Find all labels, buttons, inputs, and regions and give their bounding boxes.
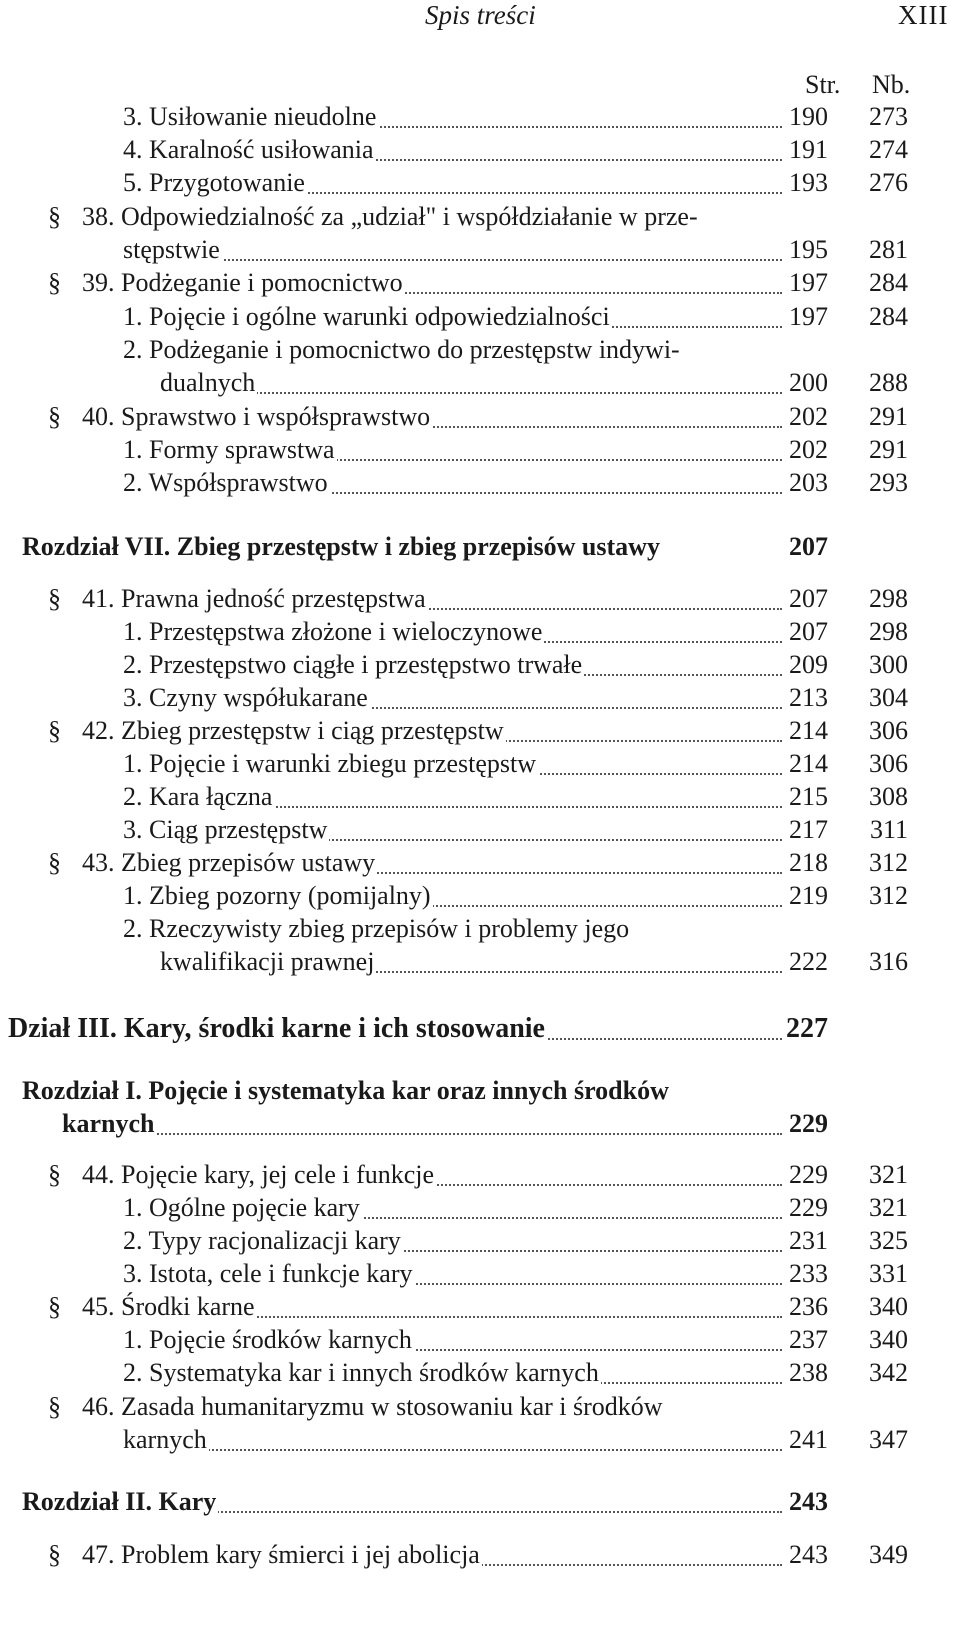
margin-number-ref: 276 bbox=[869, 168, 908, 197]
toc-entry bbox=[0, 582, 960, 616]
margin-number-ref: 306 bbox=[869, 716, 908, 745]
page-ref: 217 bbox=[789, 815, 828, 844]
margin-number-ref: 349 bbox=[869, 1540, 908, 1569]
page-ref: 213 bbox=[789, 683, 828, 712]
dot-leader bbox=[123, 259, 782, 261]
margin-number-ref: 312 bbox=[869, 881, 908, 910]
toc-entry bbox=[0, 300, 960, 334]
entry-title: 2. Systematyka kar i innych środków karnych bbox=[123, 1358, 599, 1387]
dot-leader bbox=[62, 1133, 782, 1135]
entry-title: 38. Odpowiedzialność za „udział" i współdziałanie w prze- bbox=[82, 202, 698, 231]
page-ref: 191 bbox=[789, 135, 828, 164]
entry-title: karnych bbox=[123, 1425, 207, 1454]
toc-entry bbox=[0, 1107, 960, 1141]
toc-entry bbox=[0, 1074, 960, 1108]
toc-entry bbox=[0, 1538, 960, 1572]
toc-entry bbox=[0, 846, 960, 880]
page-number: XIII bbox=[898, 0, 949, 30]
entry-title: kwalifikacji prawnej bbox=[160, 947, 375, 976]
page-ref: 229 bbox=[789, 1160, 828, 1189]
page-ref: 209 bbox=[789, 650, 828, 679]
toc-entry bbox=[0, 648, 960, 682]
margin-number-ref: 331 bbox=[869, 1259, 908, 1288]
margin-number-ref: 306 bbox=[869, 749, 908, 778]
page-ref: 197 bbox=[789, 302, 828, 331]
margin-number-ref: 325 bbox=[869, 1226, 908, 1255]
section-sign: § bbox=[48, 848, 61, 877]
margin-number-ref: 340 bbox=[869, 1325, 908, 1354]
page-ref: 207 bbox=[789, 532, 828, 561]
margin-number-ref: 281 bbox=[869, 235, 908, 264]
toc-entry bbox=[0, 1257, 960, 1291]
running-header-title: Spis treści bbox=[425, 0, 536, 30]
toc-entry bbox=[0, 200, 960, 234]
entry-title: 3. Istota, cele i funkcje kary bbox=[123, 1259, 413, 1288]
section-sign: § bbox=[48, 268, 61, 297]
page-ref: 231 bbox=[789, 1226, 828, 1255]
page-ref: 202 bbox=[789, 402, 828, 431]
entry-title: stępstwie bbox=[123, 235, 220, 264]
toc-entry bbox=[0, 166, 960, 200]
entry-title: 2. Współsprawstwo bbox=[123, 468, 328, 497]
toc-entry bbox=[0, 615, 960, 649]
entry-title: 47. Problem kary śmierci i jej abolicja bbox=[82, 1540, 480, 1569]
margin-number-ref: 311 bbox=[869, 815, 908, 844]
toc-entry bbox=[0, 400, 960, 434]
entry-title: 1. Ogólne pojęcie kary bbox=[123, 1193, 360, 1222]
section-sign: § bbox=[48, 402, 61, 431]
page-ref: 227 bbox=[786, 1013, 828, 1044]
toc-entry bbox=[0, 1224, 960, 1258]
toc-entry bbox=[0, 747, 960, 781]
toc-entry bbox=[0, 1290, 960, 1324]
margin-number-ref: 342 bbox=[869, 1358, 908, 1387]
toc-entry bbox=[0, 1158, 960, 1192]
section-sign: § bbox=[48, 1292, 61, 1321]
entry-title: 4. Karalność usiłowania bbox=[123, 135, 374, 164]
entry-title: karnych bbox=[62, 1109, 155, 1138]
entry-title: 44. Pojęcie kary, jej cele i funkcje bbox=[82, 1160, 435, 1189]
margin-number-ref: 308 bbox=[869, 782, 908, 811]
entry-title: 1. Przestępstwa złożone i wieloczynowe bbox=[123, 617, 543, 646]
entry-title: 43. Zbieg przepisów ustawy bbox=[82, 848, 376, 877]
margin-number-ref: 347 bbox=[869, 1425, 908, 1454]
page-ref: 237 bbox=[789, 1325, 828, 1354]
toc-entry bbox=[0, 714, 960, 748]
entry-title: 3. Ciąg przestępstw bbox=[123, 815, 328, 844]
column-header-str: Str. bbox=[805, 70, 841, 99]
entry-title: 3. Czyny współukarane bbox=[123, 683, 368, 712]
toc-entry bbox=[0, 133, 960, 167]
entry-title: 2. Typy racjonalizacji kary bbox=[123, 1226, 401, 1255]
toc-entry bbox=[0, 366, 960, 400]
toc-entry bbox=[0, 466, 960, 500]
page-ref: 218 bbox=[789, 848, 828, 877]
margin-number-ref: 293 bbox=[869, 468, 908, 497]
page-ref: 214 bbox=[789, 716, 828, 745]
entry-title: 1. Pojęcie i warunki zbiegu przestępstw bbox=[123, 749, 536, 778]
toc-entry bbox=[0, 879, 960, 913]
page-ref: 233 bbox=[789, 1259, 828, 1288]
margin-number-ref: 288 bbox=[869, 368, 908, 397]
margin-number-ref: 312 bbox=[869, 848, 908, 877]
page-ref: 193 bbox=[789, 168, 828, 197]
page-ref: 195 bbox=[789, 235, 828, 264]
entry-title: Rozdział I. Pojęcie i systematyka kar oraz innych środków bbox=[22, 1076, 669, 1105]
entry-title: 2. Podżeganie i pomocnictwo do przestępstw indywi- bbox=[123, 335, 680, 364]
margin-number-ref: 273 bbox=[869, 102, 908, 131]
entry-title: 1. Pojęcie i ogólne warunki odpowiedzialności bbox=[123, 302, 610, 331]
entry-title: 41. Prawna jedność przestępstwa bbox=[82, 584, 426, 613]
entry-title: 42. Zbieg przestępstw i ciąg przestępstw bbox=[82, 716, 504, 745]
entry-title: 2. Przestępstwo ciągłe i przestępstwo trwałe bbox=[123, 650, 583, 679]
page-ref: 207 bbox=[789, 617, 828, 646]
page-ref: 214 bbox=[789, 749, 828, 778]
margin-number-ref: 298 bbox=[869, 584, 908, 613]
toc-entry bbox=[0, 1323, 960, 1357]
margin-number-ref: 291 bbox=[869, 402, 908, 431]
margin-number-ref: 321 bbox=[869, 1193, 908, 1222]
dot-leader bbox=[123, 1449, 782, 1451]
column-header-nb: Nb. bbox=[872, 70, 911, 99]
toc-entry bbox=[0, 1012, 960, 1046]
margin-number-ref: 284 bbox=[869, 302, 908, 331]
page-ref: 207 bbox=[789, 584, 828, 613]
page-ref: 229 bbox=[789, 1109, 828, 1138]
toc-entry bbox=[0, 912, 960, 946]
page-ref: 219 bbox=[789, 881, 828, 910]
page-ref: 215 bbox=[789, 782, 828, 811]
entry-title: 3. Usiłowanie nieudolne bbox=[123, 102, 377, 131]
section-sign: § bbox=[48, 1540, 61, 1569]
toc-entry bbox=[0, 433, 960, 467]
entry-title: Rozdział VII. Zbieg przestępstw i zbieg przepisów ustawy bbox=[22, 532, 660, 561]
section-sign: § bbox=[48, 202, 61, 231]
margin-number-ref: 316 bbox=[869, 947, 908, 976]
toc-entry bbox=[0, 1423, 960, 1457]
toc-entry bbox=[0, 1191, 960, 1225]
margin-number-ref: 298 bbox=[869, 617, 908, 646]
page-ref: 200 bbox=[789, 368, 828, 397]
toc-entry bbox=[0, 266, 960, 300]
entry-title: 2. Rzeczywisty zbieg przepisów i problemy jego bbox=[123, 914, 630, 943]
page-ref: 197 bbox=[789, 268, 828, 297]
toc-entry bbox=[0, 530, 960, 564]
entry-title: Rozdział II. Kary bbox=[22, 1487, 217, 1516]
toc-entry bbox=[0, 100, 960, 134]
page-ref: 241 bbox=[789, 1425, 828, 1454]
entry-title: 39. Podżeganie i pomocnictwo bbox=[82, 268, 403, 297]
toc-entry bbox=[0, 681, 960, 715]
margin-number-ref: 291 bbox=[869, 435, 908, 464]
margin-number-ref: 300 bbox=[869, 650, 908, 679]
page-ref: 202 bbox=[789, 435, 828, 464]
section-sign: § bbox=[48, 584, 61, 613]
margin-number-ref: 321 bbox=[869, 1160, 908, 1189]
section-sign: § bbox=[48, 1392, 61, 1421]
entry-title: 5. Przygotowanie bbox=[123, 168, 305, 197]
page-ref: 222 bbox=[789, 947, 828, 976]
entry-title: dualnych bbox=[160, 368, 256, 397]
entry-title: 1. Pojęcie środków karnych bbox=[123, 1325, 412, 1354]
toc-entry bbox=[0, 945, 960, 979]
toc-entry bbox=[0, 333, 960, 367]
margin-number-ref: 284 bbox=[869, 268, 908, 297]
entry-title: 46. Zasada humanitaryzmu w stosowaniu kar i środków bbox=[82, 1392, 663, 1421]
page-ref: 243 bbox=[789, 1540, 828, 1569]
toc-entry bbox=[0, 813, 960, 847]
toc-entry bbox=[0, 1356, 960, 1390]
toc-entry bbox=[0, 1485, 960, 1519]
entry-title: Dział III. Kary, środki karne i ich stosowanie bbox=[8, 1013, 545, 1044]
entry-title: 45. Środki karne bbox=[82, 1292, 255, 1321]
entry-title: 40. Sprawstwo i współsprawstwo bbox=[82, 402, 431, 431]
margin-number-ref: 304 bbox=[869, 683, 908, 712]
page-ref: 229 bbox=[789, 1193, 828, 1222]
margin-number-ref: 274 bbox=[869, 135, 908, 164]
toc-entry bbox=[0, 233, 960, 267]
entry-title: 2. Kara łączna bbox=[123, 782, 273, 811]
page-ref: 243 bbox=[789, 1487, 828, 1516]
toc-entry bbox=[0, 1390, 960, 1424]
toc-entry bbox=[0, 780, 960, 814]
margin-number-ref: 340 bbox=[869, 1292, 908, 1321]
section-sign: § bbox=[48, 716, 61, 745]
page-ref: 203 bbox=[789, 468, 828, 497]
section-sign: § bbox=[48, 1160, 61, 1189]
page-ref: 190 bbox=[789, 102, 828, 131]
page-ref: 236 bbox=[789, 1292, 828, 1321]
page-ref: 238 bbox=[789, 1358, 828, 1387]
entry-title: 1. Formy sprawstwa bbox=[123, 435, 335, 464]
entry-title: 1. Zbieg pozorny (pomijalny) bbox=[123, 881, 431, 910]
